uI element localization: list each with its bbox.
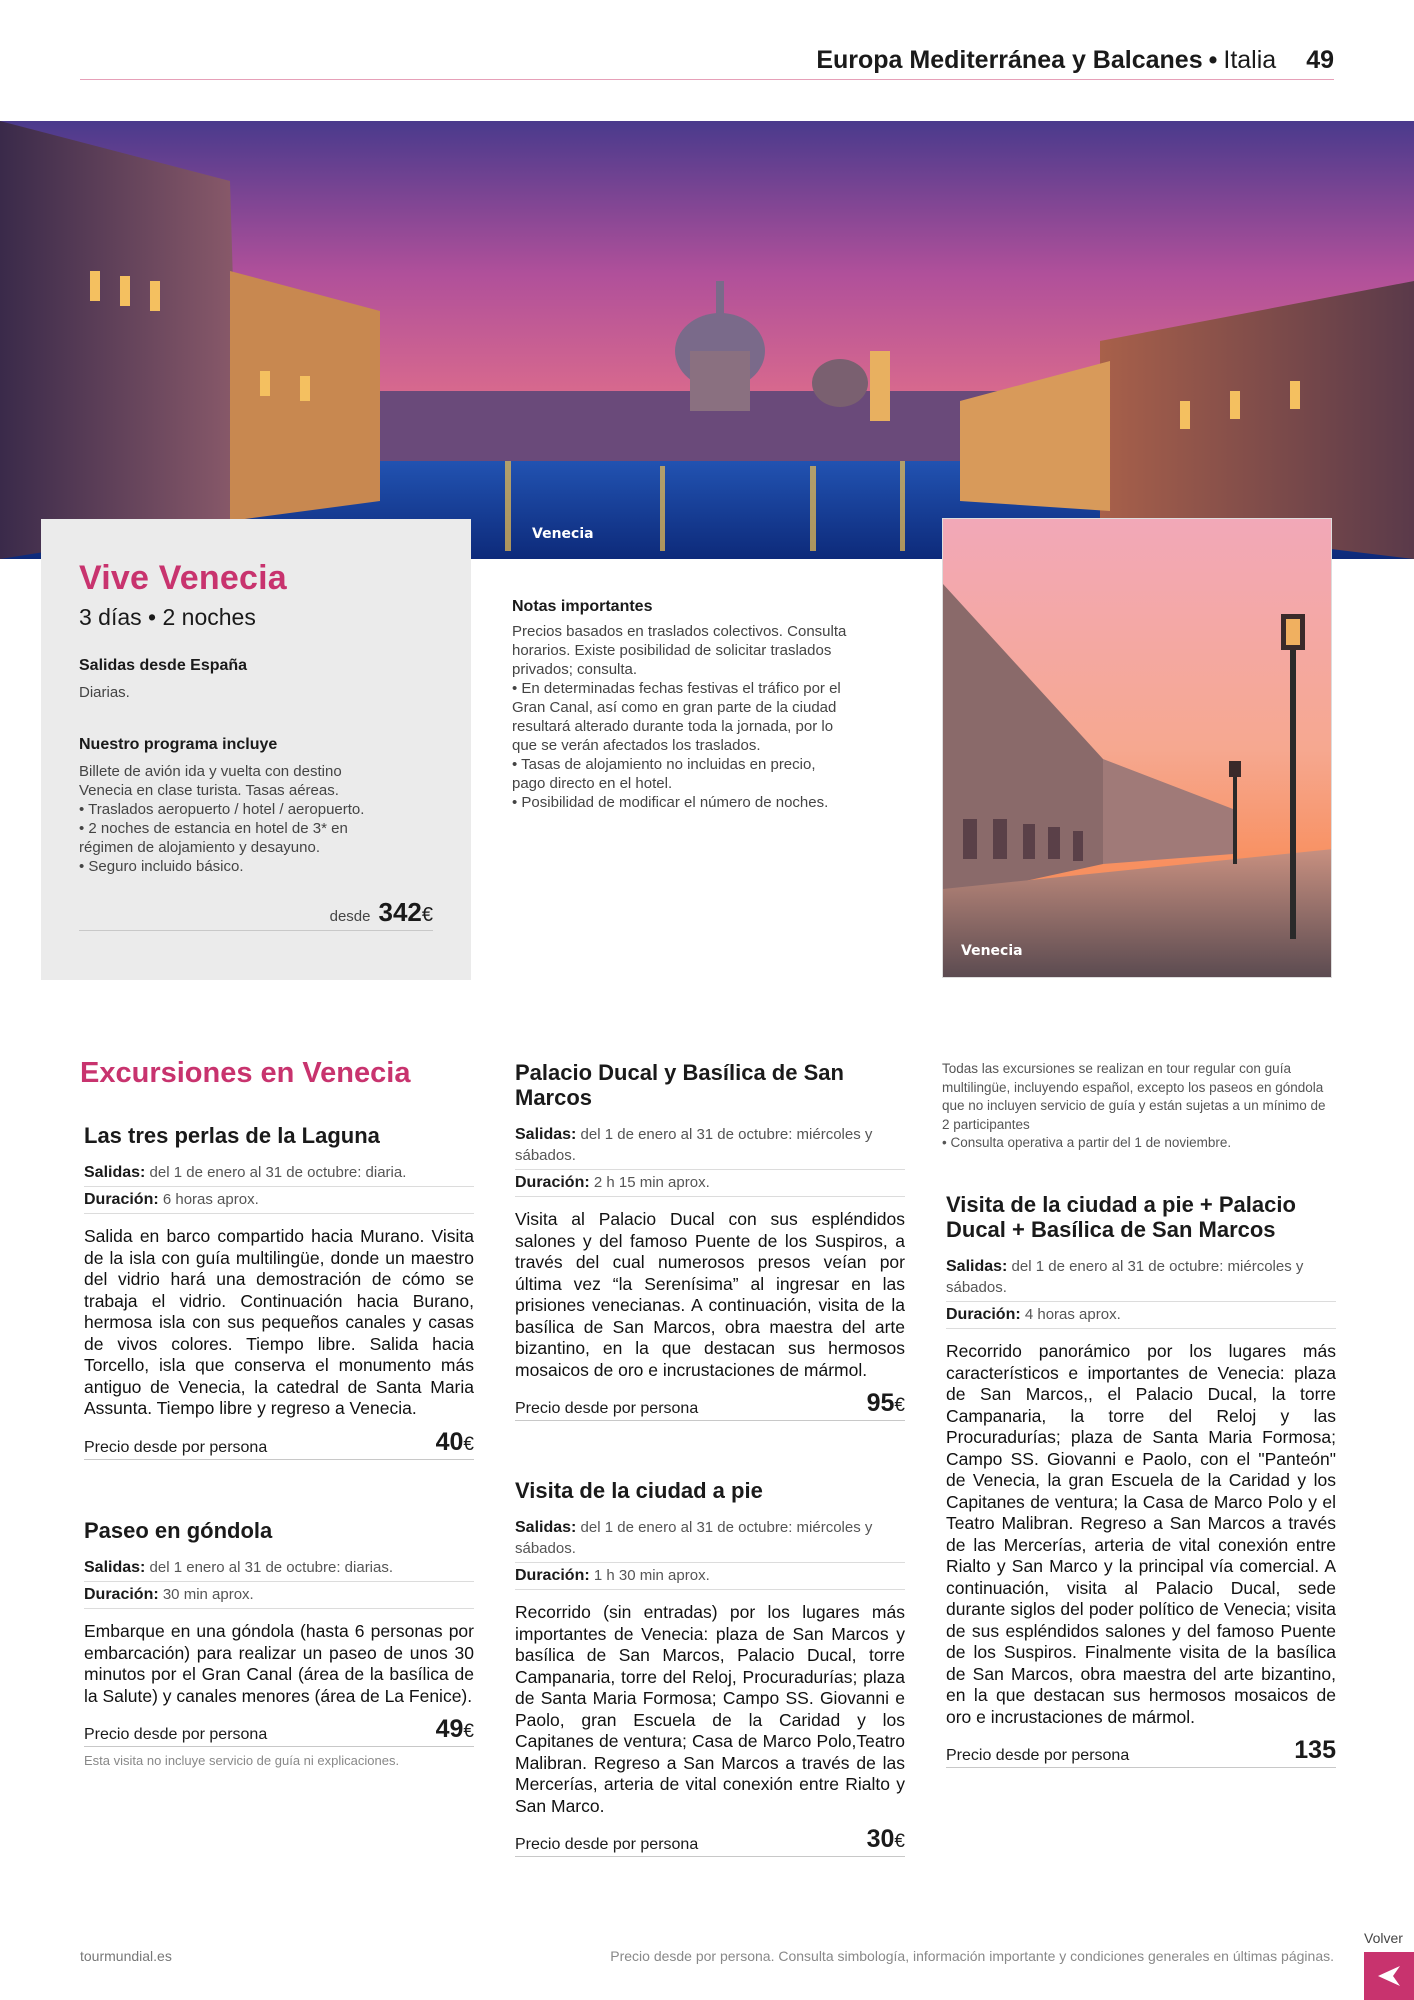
includes-list	[79, 762, 433, 876]
san-marco-illustration	[943, 519, 1332, 978]
excursion-description: Recorrido panorámico por los lugares más característicos e importantes de Venecia: plaza de San Marcos,, el Palacio Ducal, la torre Campanaria, la torre del Reloj y las Procuradurías; plaza de Santa Maria Formosa; Campo SS. Giovanni e Paolo, con el "Panteón" de Venecia, la gran Escuela de la Caridad y los Capitanes de ventura; la Casa de Marco Polo y el Teatro Malibran. Regreso a San Marcos a través de las Mercerías, arteria de vital conexión entre Rialto y San Marco y la principal vía comercial. A continuación, visita al Palacio Ducal, sede durante siglos del poder político de Venecia; visita de sus espléndidos salones y del famoso Puente de los Suspiros. Finalmente visita de la basílica de San Marcos, obra maestra del arte bizantino, en la que destacan sus hermosos mosaicos de oro e incrustaciones de mármol.	[946, 1341, 1336, 1727]
includes-line: régimen de alojamiento y desayuno.	[79, 839, 320, 856]
price-currency: €	[894, 1395, 905, 1416]
hero-caption: Venecia	[532, 526, 594, 542]
duracion-value: 30 min aprox.	[162, 1586, 254, 1603]
includes-line: • Traslados aeropuerto / hotel / aeropuerto.	[79, 801, 365, 818]
excursion-meta	[515, 1517, 905, 1590]
hero-photo-venice-grand-canal	[0, 121, 1414, 559]
excursion-salidas	[515, 1124, 905, 1170]
price-amount: 40	[435, 1427, 464, 1456]
notes-text: Precios basados en traslados colectivos. Consulta horarios. Existe posibilidad de solicitar traslados privados; consulta. • En determinadas fechas festivas el tráfico por el Gran Canal, así como en gran parte de la ciudad resultará alterado durante toda la jornada, por lo que se verán afectados los traslados. • Tasas de alojamiento no incluidas en precio, pago directo en el hotel. • Posibilidad de modificar el número de noches.	[512, 623, 847, 811]
excursion-tres-perlas	[84, 1123, 474, 1460]
photo2-caption: Venecia	[961, 943, 1023, 959]
arrow-left-icon	[1376, 1964, 1402, 1988]
excursions-general-note: Todas las excursiones se realizan en tour regular con guía multilingüe, incluyendo español, excepto los paseos en góndola que no incluyen servicio de guía y están sujetas a un mínimo de 2 participantes • Consulta operativa a partir del 1 de noviembre.	[942, 1061, 1326, 1150]
excursion-salidas	[84, 1557, 474, 1582]
price-currency: €	[894, 1831, 905, 1852]
price-label: Precio desde por persona	[84, 1726, 268, 1743]
excursion-duracion	[946, 1304, 1336, 1329]
price-amount: 49	[435, 1715, 464, 1743]
footer-disclaimer: Precio desde por persona. Consulta simbología, información importante y condiciones generales en últimas páginas.	[610, 1948, 1334, 1964]
page-number: 49	[1306, 46, 1334, 74]
header-region: Europa Mediterránea y Balcanes	[816, 46, 1203, 74]
departures-text: Diarias.	[79, 684, 130, 701]
excursion-title: Visita de la ciudad a pie + Palacio Ducal + Basílica de San Marcos	[946, 1192, 1296, 1242]
important-notes	[512, 598, 907, 812]
price-currency: €	[463, 1433, 474, 1455]
salidas-value: del 1 de enero al 31 de octubre: miércoles y sábados.	[515, 1126, 873, 1164]
excursion-ciudad-palacio-basilica	[946, 1192, 1336, 1768]
price-amount: 135	[1294, 1736, 1336, 1764]
includes-heading: Nuestro programa incluye	[79, 736, 278, 753]
notes-heading: Notas importantes	[512, 598, 653, 615]
price-value	[436, 1715, 474, 1744]
excursion-price	[84, 1715, 474, 1747]
photo-san-marco-square	[942, 518, 1332, 978]
excursion-salidas	[84, 1162, 474, 1187]
back-button[interactable]	[1364, 1952, 1414, 2000]
price-label: Precio desde por persona	[84, 1438, 268, 1456]
salidas-label: Salidas:	[946, 1258, 1008, 1275]
package-info-box	[41, 519, 471, 980]
excursion-price	[946, 1736, 1336, 1768]
excursion-duracion	[84, 1189, 474, 1214]
duracion-value: 6 horas aprox.	[162, 1191, 259, 1208]
price-currency: €	[463, 1721, 474, 1742]
excursion-note: Esta visita no incluye servicio de guía ni explicaciones.	[84, 1753, 400, 1768]
salidas-value: del 1 de enero al 31 de octubre: miércoles y sábados.	[946, 1258, 1304, 1296]
includes-line: • 2 noches de estancia en hotel de 3* en	[79, 820, 348, 837]
excursion-title: Visita de la ciudad a pie	[515, 1478, 763, 1503]
salidas-label: Salidas:	[515, 1126, 577, 1143]
excursion-description: Visita al Palacio Ducal con sus espléndidos salones y del famoso Puente de los Suspiros, a través del cual numerosos presos veían por última vez “la Serenísima” al ingresar en las prisiones venecianas. A continuación, visita de la basílica de San Marcos, obra maestra del arte bizantino, en la que destacan sus hermosos mosaicos de oro e incrustaciones de mármol.	[515, 1209, 905, 1380]
excursion-meta	[84, 1557, 474, 1609]
excursion-duracion	[515, 1565, 905, 1590]
package-duration: 3 días • 2 noches	[79, 604, 256, 630]
excursion-price	[515, 1825, 905, 1857]
back-label: Volver	[1364, 1930, 1403, 1946]
hero-illustration	[0, 121, 1414, 559]
package-title: Vive Venecia	[79, 559, 287, 597]
price-prefix: desde	[329, 908, 371, 925]
salidas-label: Salidas:	[515, 1519, 577, 1536]
excursion-title: Las tres perlas de la Laguna	[84, 1123, 380, 1148]
excursion-ciudad-a-pie	[515, 1478, 905, 1857]
price-value	[867, 1389, 905, 1418]
departures-heading: Salidas desde España	[79, 657, 248, 674]
excursion-description: Embarque en una góndola (hasta 6 personas por embarcación) para realizar un paseo de unos 30 minutos por el Gran Canal (área de la basílica de la Salute) y canales menores (área de La Fenice).	[84, 1621, 474, 1706]
duracion-value: 4 horas aprox.	[1024, 1306, 1121, 1323]
salidas-value: del 1 de enero al 31 de octubre: miércoles y sábados.	[515, 1519, 873, 1557]
includes-line: Billete de avión ida y vuelta con destino	[79, 763, 342, 780]
price-label: Precio desde por persona	[515, 1400, 699, 1417]
package-price	[79, 897, 433, 931]
footer-website[interactable]: tourmundial.es	[80, 1948, 172, 1964]
includes-line: • Seguro incluido básico.	[79, 858, 244, 875]
excursion-description: Recorrido (sin entradas) por los lugares más importantes de Venecia: plaza de San Marcos y basílica de San Marcos, Palacio Ducal, torre Campanaria, torre del Reloj, Procuradurías; plaza de Santa Maria Formosa; Campo SS. Giovanni e Paolo, gran Escuela de la Caridad y los Capitanes de ventura; Casa de Marco Polo,Teatro Malibran. Regreso a San Marcos a través de las Mercerías, arteria de vital conexión entre Rialto y San Marco.	[515, 1602, 905, 1816]
duracion-label: Duración:	[515, 1567, 590, 1584]
page-header	[80, 44, 1334, 80]
excursion-meta	[946, 1256, 1336, 1329]
duracion-value: 1 h 30 min aprox.	[593, 1567, 710, 1584]
duracion-label: Duración:	[946, 1306, 1021, 1323]
excursion-title: Palacio Ducal y Basílica de San Marcos	[515, 1060, 844, 1110]
price-value	[867, 1825, 905, 1854]
excursion-salidas	[946, 1256, 1336, 1302]
salidas-label: Salidas:	[84, 1164, 146, 1181]
duracion-label: Duración:	[515, 1174, 590, 1191]
duracion-label: Duración:	[84, 1191, 159, 1208]
header-text	[816, 46, 1334, 75]
price-currency: €	[421, 904, 433, 926]
price-label: Precio desde por persona	[515, 1836, 699, 1853]
excursion-meta	[84, 1162, 474, 1214]
excursion-meta	[515, 1124, 905, 1197]
duracion-value: 2 h 15 min aprox.	[593, 1174, 710, 1191]
excursion-duracion	[515, 1172, 905, 1197]
price-value	[1294, 1736, 1336, 1765]
price-label: Precio desde por persona	[946, 1747, 1130, 1764]
excursion-price	[84, 1428, 474, 1460]
excursion-palacio-ducal	[515, 1060, 905, 1421]
excursions-section-title: Excursiones en Venecia	[80, 1057, 411, 1089]
salidas-value: del 1 enero al 31 de octubre: diarias.	[149, 1559, 394, 1576]
excursion-description: Salida en barco compartido hacia Murano. Visita de la isla con guía multilingüe, donde un maestro del vidrio hará una demostración de cómo se trabaja el vidrio. Continuación hacia Burano, hermosa isla con sus pequeños canales y casas de vivos colores. Tiempo libre. Salida hacia Torcello, isla que conserva el monumento más antiguo de Venecia, la catedral de Santa Maria Assunta. Tiempo libre y regreso a Venecia.	[84, 1226, 474, 1418]
includes-line: Venecia en clase turista. Tasas aéreas.	[79, 782, 339, 799]
salidas-label: Salidas:	[84, 1559, 146, 1576]
excursion-duracion	[84, 1584, 474, 1609]
excursion-price	[515, 1389, 905, 1421]
excursion-gondola	[84, 1518, 474, 1768]
price-amount: 342	[378, 897, 422, 927]
header-separator: •	[1208, 46, 1218, 74]
header-country: Italia	[1223, 46, 1277, 74]
price-amount: 30	[866, 1825, 895, 1853]
salidas-value: del 1 de enero al 31 de octubre: diaria.	[149, 1164, 407, 1181]
price-amount: 95	[866, 1389, 895, 1417]
excursion-salidas	[515, 1517, 905, 1563]
price-value	[436, 1428, 474, 1457]
duracion-label: Duración:	[84, 1586, 159, 1603]
excursion-title: Paseo en góndola	[84, 1518, 273, 1543]
